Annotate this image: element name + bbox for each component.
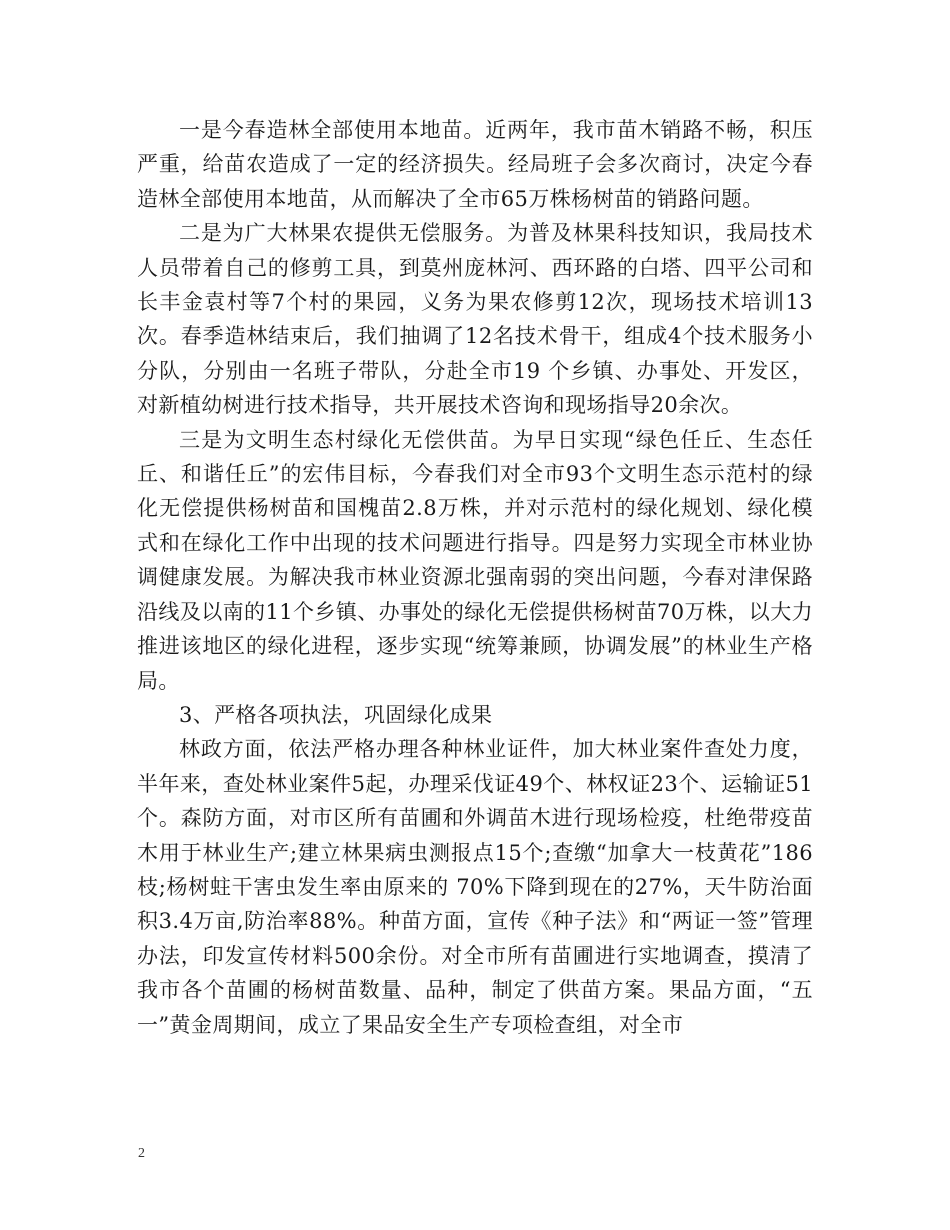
document-body [137, 113, 813, 1042]
section-heading: 3、严格各项执法，巩固绿化成果 [179, 702, 493, 727]
paragraph-local-seedlings: 一是今春造林全部使用本地苗。近两年，我市苗木销路不畅，积压严重，给苗农造成了一定的经济损失。经局班子会多次商讨，决定今春造林全部使用本地苗，从而解决了全市65万株杨树苗的销路问题。 [137, 118, 813, 211]
page-number: 2 [138, 1146, 145, 1161]
paragraph-law-enforcement: 林政方面，依法严格办理各种林业证件，加大林业案件查处力度，半年来，查处林业案件5起，办理采伐证49个、林权证23个、运输证51个。森防方面，对市区所有苗圃和外调苗木进行现场检疫，杜绝带疫苗木用于林业生产;建立林果病虫测报点15个;查缴“加拿大一枝黄花”186枝;杨树蛀干害虫发生率由原来的 70%下降到现在的27%，天牛防治面积3.4万亩,防治率88%。种苗方面，宣传《种子法》和“两证一签”管理办法，印发宣传材料500余份。对全市所有苗圃进行实地调查，摸清了我市各个苗圃的杨树苗数量、品种，制定了供苗方案。果品方面，“五一”黄金周期间，成立了果品安全生产专项检查组，对全市 [137, 737, 813, 1037]
paragraph-eco-village-seedlings: 三是为文明生态村绿化无偿供苗。为早日实现“绿色任丘、生态任丘、和谐任丘”的宏伟目标，今春我们对全市93个文明生态示范村的绿化无偿提供杨树苗和国槐苗2.8万株，并对示范村的绿化规划、绿化模式和在绿化工作中出现的技术问题进行指导。四是努力实现全市林业协调健康发展。为解决我市林业资源北强南弱的突出问题，今春对津保路沿线及以南的11个乡镇、办事处的绿化无偿提供杨树苗70万株，以大力推进该地区的绿化进程，逐步实现“统筹兼顾，协调发展”的林业生产格局。 [137, 427, 813, 693]
paragraph-free-service: 二是为广大林果农提供无偿服务。为普及林果科技知识，我局技术人员带着自己的修剪工具，到莫州庞林河、西环路的白塔、四平公司和长丰金袁村等7个村的果园，义务为果农修剪12次，现场技术培训13次。春季造林结束后，我们抽调了12名技术骨干，组成4个技术服务小分队，分别由一名班子带队，分赴全市19 个乡镇、办事处、开发区，对新植幼树进行技术指导，共开展技术咨询和现场指导20余次。 [137, 221, 813, 418]
